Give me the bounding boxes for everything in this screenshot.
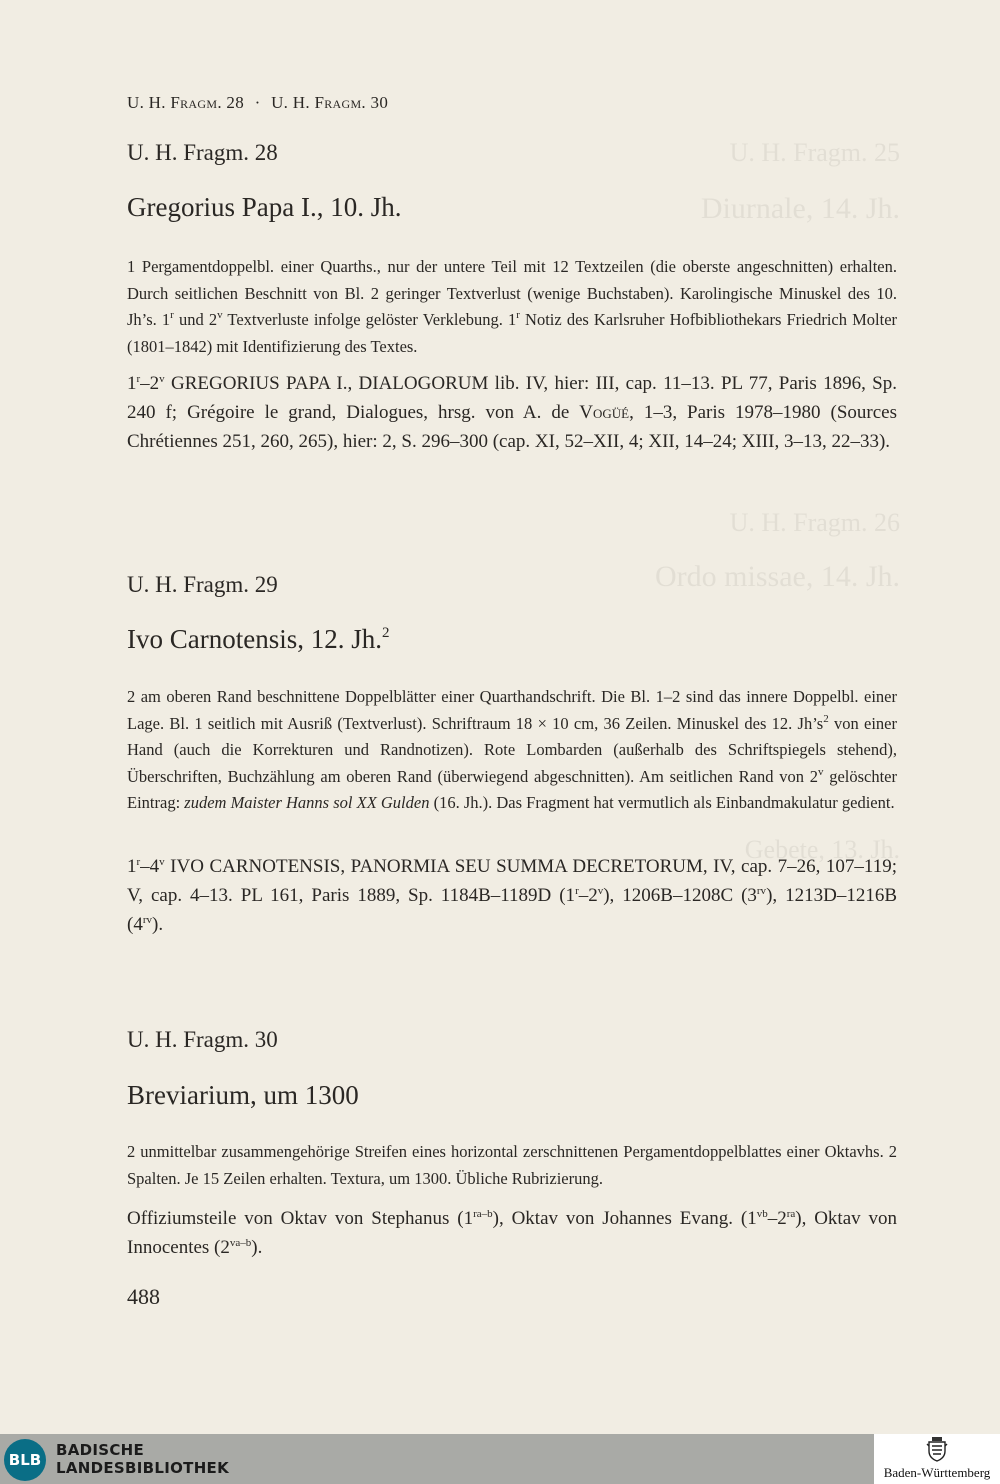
- library-name-line2: LANDESBIBLIOTHEK: [56, 1459, 230, 1477]
- entry-signature: U. H. Fragm. 30: [127, 1027, 278, 1052]
- running-head-right: U. H. Fragm. 30: [271, 93, 389, 112]
- entry-description: 2 unmittelbar zusammengehörige Streifen eines horizontal zerschnittenen Pergamentdoppelblattes einer Oktavhs. 2 Spalten. Je 15 Zeilen erhalten. Textura, um 1300. Übliche Rubrizierung.: [127, 1142, 897, 1188]
- entry-description: 1 Pergamentdoppelbl. einer Quarths., nur der untere Teil mit 12 Textzeilen (die oberste angeschnitten) erhalten. Durch seitlichen Beschnitt von Bl. 2 geringer Textverlust (wenige Buchstaben). Karolingische Minuskel des 10. Jh’s. 1$^r$ und 2$^v$ Textverluste infolge gelöster Verklebung. 1$^r$ Notiz des Karlsruher Hofbibliothekars Friedrich Molter (1801–1842) mit Identifizierung des Textes.: [127, 257, 898, 356]
- entry-title-text: Ivo Carnotensis, 12. Jh.: [127, 624, 382, 654]
- state-label: Baden-Württemberg: [883, 1465, 991, 1480]
- footer-bar: [0, 1434, 1000, 1484]
- entry-contents: Offiziumsteile von Oktav von Stephanus $(1^{ra-b})$, Oktav von Johannes Evang. $(1^{vb}-2^{ra})$, Oktav von Innocentes $(2^{va-b})$.: [127, 1208, 897, 1258]
- entry-contents: 1$^r$–4$^v$ IVO CARNOTENSIS, PANORMIA SEU SUMMA DECRETORUM, IV, cap. 7–26, 107–119; V, cap. 4–13. PL 161, Paris 1889, Sp. 1184B–1189D (1$^r$–2$^v$), 1206B–1208C $(3^{rv})$, 1213D–1216B $(4^{rv})$.: [127, 856, 897, 935]
- entry-signature: U. H. Fragm. 28: [127, 140, 278, 165]
- entry-contents: 1$^r$–2$^v$ GREGORIUS PAPA I., DIALOGORUM lib. IV, hier: III, cap. 11–13. PL 77, Paris 1896, Sp. 240 f; Grégoire le grand, Dialogues, hrsg. von A. de Vogüé, 1–3, Paris 1978–1980 (Sources Chrétiennes 251, 260, 265), hier: 2, S. 296–300 (cap. XI, 52–XII, 4; XII, 14–24; XIII, 3–13, 22–33).: [127, 373, 897, 452]
- page-number: 488: [127, 1284, 160, 1309]
- running-head-left: U. H. Fragm. 28: [127, 93, 245, 112]
- footnote-marker: 2: [381, 625, 390, 641]
- bleed-through-decoration: U. H. Fragm. 26: [729, 508, 900, 537]
- entry-title: Breviarium, um 1300: [127, 1080, 359, 1110]
- entry-title: [127, 624, 389, 655]
- coat-of-arms-icon: [926, 1436, 948, 1462]
- bleed-through-decoration: U. H. Fragm. 25: [729, 138, 900, 167]
- running-head: [127, 93, 388, 113]
- running-head-separator: ·: [254, 93, 261, 112]
- entry-signature: U. H. Fragm. 29: [127, 572, 278, 597]
- library-name-line1: BADISCHE: [56, 1441, 145, 1459]
- bleed-through-decoration: Diurnale, 14. Jh.: [700, 192, 900, 225]
- library-name[interactable]: [56, 1441, 229, 1477]
- bleed-through-decoration: Gebete, 13. Jh.: [744, 835, 900, 864]
- entry-description: 2 am oberen Rand beschnittene Doppelblätter einer Quarthandschrift. Die Bl. 1–2 sind das innere Doppelbl. einer Lage. Bl. 1 seitlich mit Ausriß (Textverlust). Schriftraum 18 × 10 cm, 36 Zeilen. Minuskel des 12. $Jh’s^2$ von einer Hand (auch die Korrekturen und Randnotizen). Rote Lombarden (außerhalb des Schriftspiegels stehend), Überschriften, Buchzählung am oberen Rand (überwiegend abgeschnitten). Am seitlichen Rand von 2$^v$ gelöschter Eintrag: zudem Maister Hanns sol XX Gulden (16. Jh.). Das Fragment hat vermutlich als Einbandmakulatur gedient.: [127, 687, 898, 812]
- blb-logo-icon[interactable]: BLB: [4, 1439, 46, 1481]
- state-logo[interactable]: [874, 1434, 1000, 1484]
- bleed-through-decoration: Ordo missae, 14. Jh.: [655, 560, 900, 593]
- entry-title: Gregorius Papa I., 10. Jh.: [127, 192, 402, 222]
